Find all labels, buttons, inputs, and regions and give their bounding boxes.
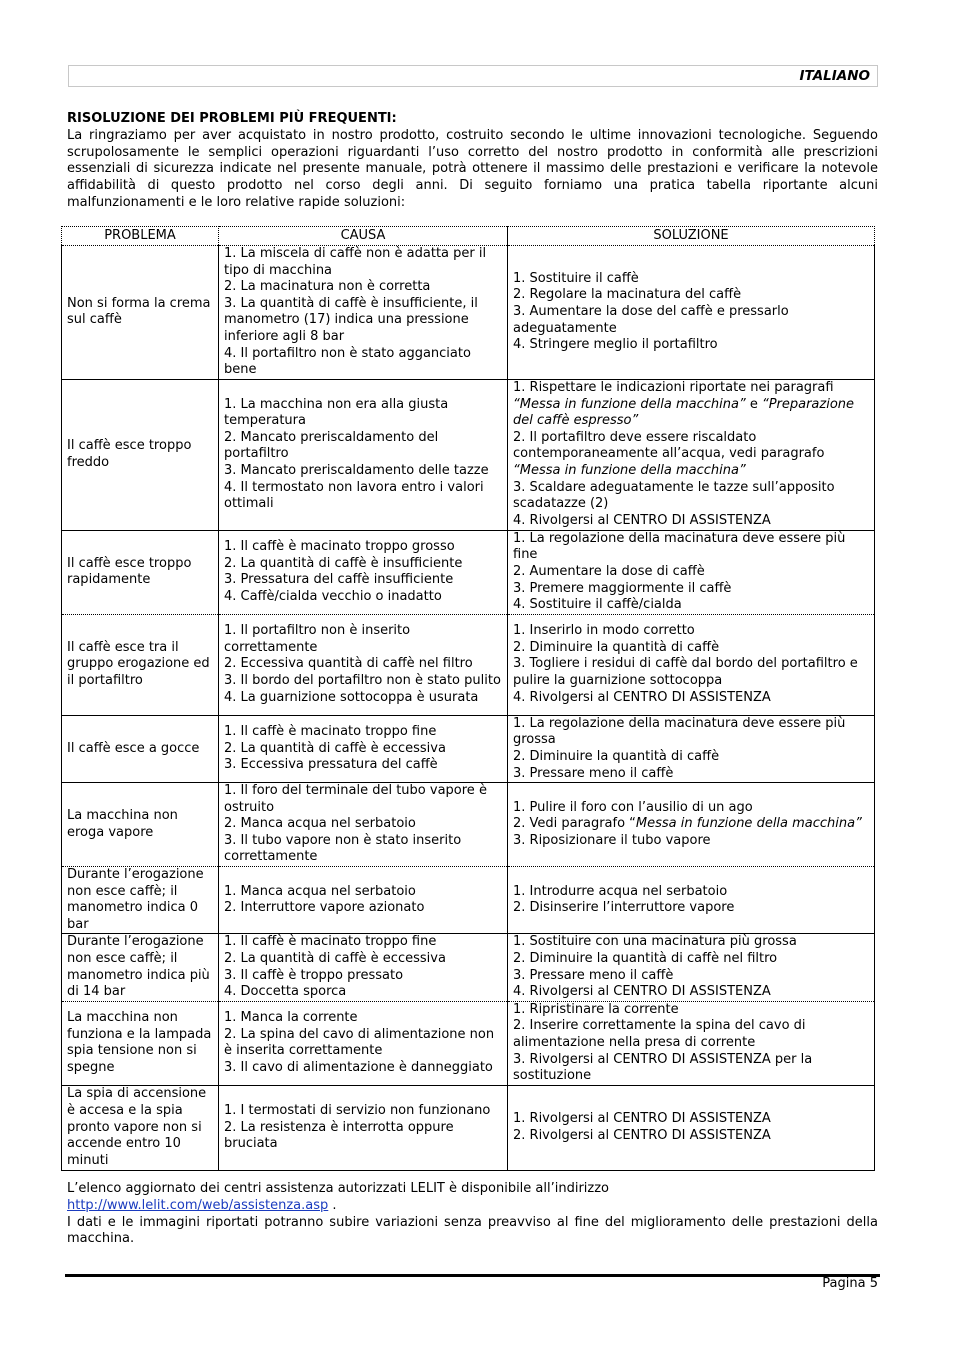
cause-item: 3. Il cavo di alimentazione è danneggiato	[224, 1059, 493, 1075]
cause-item: 1. Il caffè è macinato troppo fine	[224, 934, 437, 950]
solution-text: 3. Riposizionare il tubo vapore	[513, 832, 711, 848]
cause-item: 4. Il portafiltro non è stato agganciato bene	[224, 345, 471, 378]
cause-cell	[219, 379, 508, 530]
table-header-row	[62, 227, 875, 246]
page-number: Pagina 5	[822, 1276, 878, 1291]
intro-paragraph: La ringraziamo per aver acquistato in nostro prodotto, costruito secondo le ultime innovazioni tecnologiche. Seguendo scrupolosamente le semplici operazioni riguardanti l’uso corretto del nostro prodotto in conformità alle prescrizioni essenziali di sicurezza indicate nel presente manuale, potrà ottenere il massimo delle prestazioni e verificare la notevole affidabilità di questo prodotto nel corso degli anni. Di seguito forniamo una pratica tabella riportante alcuni malfunzionamenti e le loro relative rapide soluzioni:	[67, 127, 878, 210]
problem-cell: Il caffè esce troppo rapidamente	[62, 530, 219, 614]
solution-cell	[508, 715, 875, 782]
table-row	[62, 1085, 875, 1170]
cause-item: 4. La guarnizione sottocoppa è usurata	[224, 689, 479, 705]
cause-item: 1. Manca la corrente	[224, 1010, 358, 1026]
solution-item: 2. Regolare la macinatura del caffè	[513, 287, 742, 303]
cause-cell	[219, 715, 508, 782]
assistance-link[interactable]: http://www.lelit.com/web/assistenza.asp	[67, 1197, 329, 1213]
solution-item: 2. Inserire correttamente la spina del cavo di alimentazione nella presa di corrente	[513, 1018, 806, 1051]
footer-notes	[67, 1181, 878, 1248]
solution-item: 1. La regolazione della macinatura deve essere più fine	[513, 530, 846, 563]
cause-item: 3. Pressatura del caffè insufficiente	[224, 572, 454, 588]
cause-item: 1. La macchina non era alla giusta temperatura	[224, 396, 449, 429]
problem-cell: La macchina non funziona e la lampada spia tensione non si spegne	[62, 1001, 219, 1085]
table-row	[62, 867, 875, 934]
solution-item	[513, 380, 869, 430]
solution-item: 3. Aumentare la dose del caffè e pressarlo adeguatamente	[513, 304, 789, 336]
cause-item: 3. Mancato preriscaldamento delle tazze	[224, 463, 489, 479]
cause-item: 2. Mancato preriscaldamento del portafiltro	[224, 429, 439, 462]
cause-cell	[219, 246, 508, 380]
table-row	[62, 614, 875, 715]
solution-cell	[508, 379, 875, 530]
solution-text: 2. Vedi paragrafo “	[513, 816, 636, 832]
cause-item: 1. La miscela di caffè non è adatta per il tipo di macchina	[224, 246, 487, 278]
solution-cell	[508, 530, 875, 614]
solution-reference: “Messa in funzione della macchina”	[513, 396, 746, 412]
cause-item: 2. Manca acqua nel serbatoio	[224, 816, 416, 832]
cause-item: 1. Il caffè è macinato troppo fine	[224, 724, 437, 740]
table-row	[62, 530, 875, 614]
solution-item	[513, 480, 869, 513]
cause-item: 3. Eccessiva pressatura del caffè	[224, 757, 438, 773]
cause-cell	[219, 934, 508, 1001]
solution-item	[513, 816, 869, 833]
cause-item: 3. Il caffè è troppo pressato	[224, 967, 404, 983]
solution-item: 4. Rivolgersi al CENTRO DI ASSISTENZA	[513, 984, 771, 1000]
cause-item: 2. Interruttore vapore azionato	[224, 900, 425, 916]
solution-cell	[508, 934, 875, 1001]
solution-item: 3. Rivolgersi al CENTRO DI ASSISTENZA per la sostituzione	[513, 1051, 813, 1084]
solution-item	[513, 800, 869, 817]
solution-reference: “Messa in funzione della macchina”	[513, 463, 746, 479]
cause-item: 2. La resistenza è interrotta oppure bruciata	[224, 1119, 454, 1152]
cause-item: 2. Eccessiva quantità di caffè nel filtro	[224, 656, 473, 672]
footer-line-2: I dati e le immagini riportati potranno subire variazioni senza preavviso al fine del miglioramento delle prestazioni della macchina.	[67, 1214, 878, 1247]
solution-item: 4. Rivolgersi al CENTRO DI ASSISTENZA	[513, 689, 771, 705]
problem-cell: Il caffè esce troppo freddo	[62, 379, 219, 530]
footer-line-1: L’elenco aggiornato dei centri assistenza autorizzati LELIT è disponibile all’indirizzo	[67, 1181, 610, 1196]
solution-item: 3. Togliere i residui di caffè dal bordo del portafiltro e pulire la guarnizione sottocoppa	[513, 656, 858, 689]
header-cause: CAUSA	[219, 227, 508, 246]
cause-cell	[219, 1085, 508, 1170]
solution-item: 2. Diminuire la quantità di caffè	[513, 748, 720, 764]
cause-item: 1. I termostati di servizio non funzionano	[224, 1102, 491, 1118]
solution-item: 4. Stringere meglio il portafiltro	[513, 337, 718, 353]
problem-cell: Il caffè esce a gocce	[62, 715, 219, 782]
cause-item: 4. Doccetta sporca	[224, 984, 347, 1000]
header-problem: PROBLEMA	[62, 227, 219, 246]
table-row	[62, 1001, 875, 1085]
solution-item: 3. Premere maggiormente il caffè	[513, 580, 732, 596]
solution-item: 1. Ripristinare la corrente	[513, 1001, 679, 1017]
solution-item	[513, 513, 869, 530]
cause-item: 2. La quantità di caffè è eccessiva	[224, 740, 446, 756]
solution-item: 2. Diminuire la quantità di caffè	[513, 639, 720, 655]
cause-item: 4. Caffè/cialda vecchio o inadatto	[224, 588, 442, 604]
cause-item: 2. La quantità di caffè è eccessiva	[224, 951, 446, 967]
footer-rule	[65, 1274, 880, 1277]
problem-cell: La macchina non eroga vapore	[62, 783, 219, 867]
problem-cell: Durante l’erogazione non esce caffè; il manometro indica più di 14 bar	[62, 934, 219, 1001]
cause-cell	[219, 530, 508, 614]
table-row	[62, 246, 875, 380]
solution-text: 3. Scaldare adeguatamente le tazze sull’apposito scadatazze (2)	[513, 479, 835, 512]
solution-item: 1. Sostituire il caffè	[513, 270, 639, 286]
cause-cell	[219, 867, 508, 934]
problem-cell: Il caffè esce tra il gruppo erogazione ed il portafiltro	[62, 614, 219, 715]
solution-reference: “Preparazione del caffè espresso”	[513, 396, 855, 429]
cause-item: 3. La quantità di caffè è insufficiente, il manometro (17) indica una pressione inferiore agli 8 bar	[224, 295, 478, 344]
intro-section	[67, 111, 878, 212]
table-row	[62, 934, 875, 1001]
solution-item: 3. Pressare meno il caffè	[513, 765, 674, 781]
link-suffix: .	[328, 1197, 337, 1213]
solution-cell	[508, 614, 875, 715]
solution-cell	[508, 783, 875, 867]
language-header-box	[68, 65, 878, 87]
cause-item: 1. Il portafiltro non è inserito correttamente	[224, 623, 411, 655]
cause-item: 2. La spina del cavo di alimentazione non è inserita correttamente	[224, 1026, 495, 1059]
table-row	[62, 715, 875, 782]
solution-item: 1. Sostituire con una macinatura più grossa	[513, 934, 797, 950]
problem-cell: La spia di accensione è accesa e la spia pronto vapore non si accende entro 10 minuti	[62, 1085, 219, 1170]
cause-item: 3. Il tubo vapore non è stato inserito correttamente	[224, 832, 462, 865]
header-solution: SOLUZIONE	[508, 227, 875, 246]
table-row	[62, 783, 875, 867]
footer-link-line	[67, 1198, 878, 1215]
solution-item	[513, 833, 869, 850]
solution-item: 2. Aumentare la dose di caffè	[513, 563, 705, 579]
solution-item: 3. Pressare meno il caffè	[513, 967, 674, 983]
solution-text: 1. Rispettare le indicazioni riportate nei paragrafi	[513, 380, 834, 396]
cause-cell	[219, 614, 508, 715]
solution-item	[513, 430, 869, 480]
solution-text: e	[745, 396, 762, 412]
solution-text: 1. Pulire il foro con l’ausilio di un ago	[513, 799, 753, 815]
solution-text: 2. Il portafiltro deve essere riscaldato contemporaneamente all’acqua, vedi paragrafo	[513, 429, 825, 462]
problem-cell: Non si forma la crema sul caffè	[62, 246, 219, 380]
troubleshooting-table	[61, 226, 875, 1171]
solution-reference: Messa in funzione della macchina”	[635, 816, 862, 832]
solution-item: 2. Diminuire la quantità di caffè nel filtro	[513, 951, 778, 967]
cause-item: 1. Il caffè è macinato troppo grosso	[224, 539, 455, 555]
cause-item: 1. Il foro del terminale del tubo vapore è ostruito	[224, 783, 487, 815]
table-row	[62, 379, 875, 530]
solution-item: 2. Disinserire l’interruttore vapore	[513, 900, 735, 916]
solution-item: 1. Rivolgersi al CENTRO DI ASSISTENZA	[513, 1111, 771, 1127]
cause-cell	[219, 783, 508, 867]
solution-cell	[508, 246, 875, 380]
solution-item: 1. Introdurre acqua nel serbatoio	[513, 883, 728, 899]
solution-item: 1. La regolazione della macinatura deve essere più grossa	[513, 715, 846, 748]
cause-cell	[219, 1001, 508, 1085]
solution-item: 1. Inserirlo in modo corretto	[513, 623, 695, 639]
cause-item: 1. Manca acqua nel serbatoio	[224, 883, 416, 899]
solution-item: 2. Rivolgersi al CENTRO DI ASSISTENZA	[513, 1127, 771, 1143]
solution-item: 4. Sostituire il caffè/cialda	[513, 597, 682, 613]
language-label: ITALIANO	[799, 68, 870, 84]
section-title: RISOLUZIONE DEI PROBLEMI PIÙ FREQUENTI:	[67, 111, 397, 126]
problem-cell: Durante l’erogazione non esce caffè; il manometro indica 0 bar	[62, 867, 219, 934]
solution-cell	[508, 867, 875, 934]
cause-item: 2. La quantità di caffè è insufficiente	[224, 555, 463, 571]
cause-item: 4. Il termostato non lavora entro i valori ottimali	[224, 479, 484, 512]
cause-item: 2. La macinatura non è corretta	[224, 279, 431, 295]
solution-cell	[508, 1001, 875, 1085]
cause-item: 3. Il bordo del portafiltro non è stato pulito	[224, 673, 501, 689]
solution-cell	[508, 1085, 875, 1170]
solution-text: 4. Rivolgersi al CENTRO DI ASSISTENZA	[513, 512, 771, 528]
